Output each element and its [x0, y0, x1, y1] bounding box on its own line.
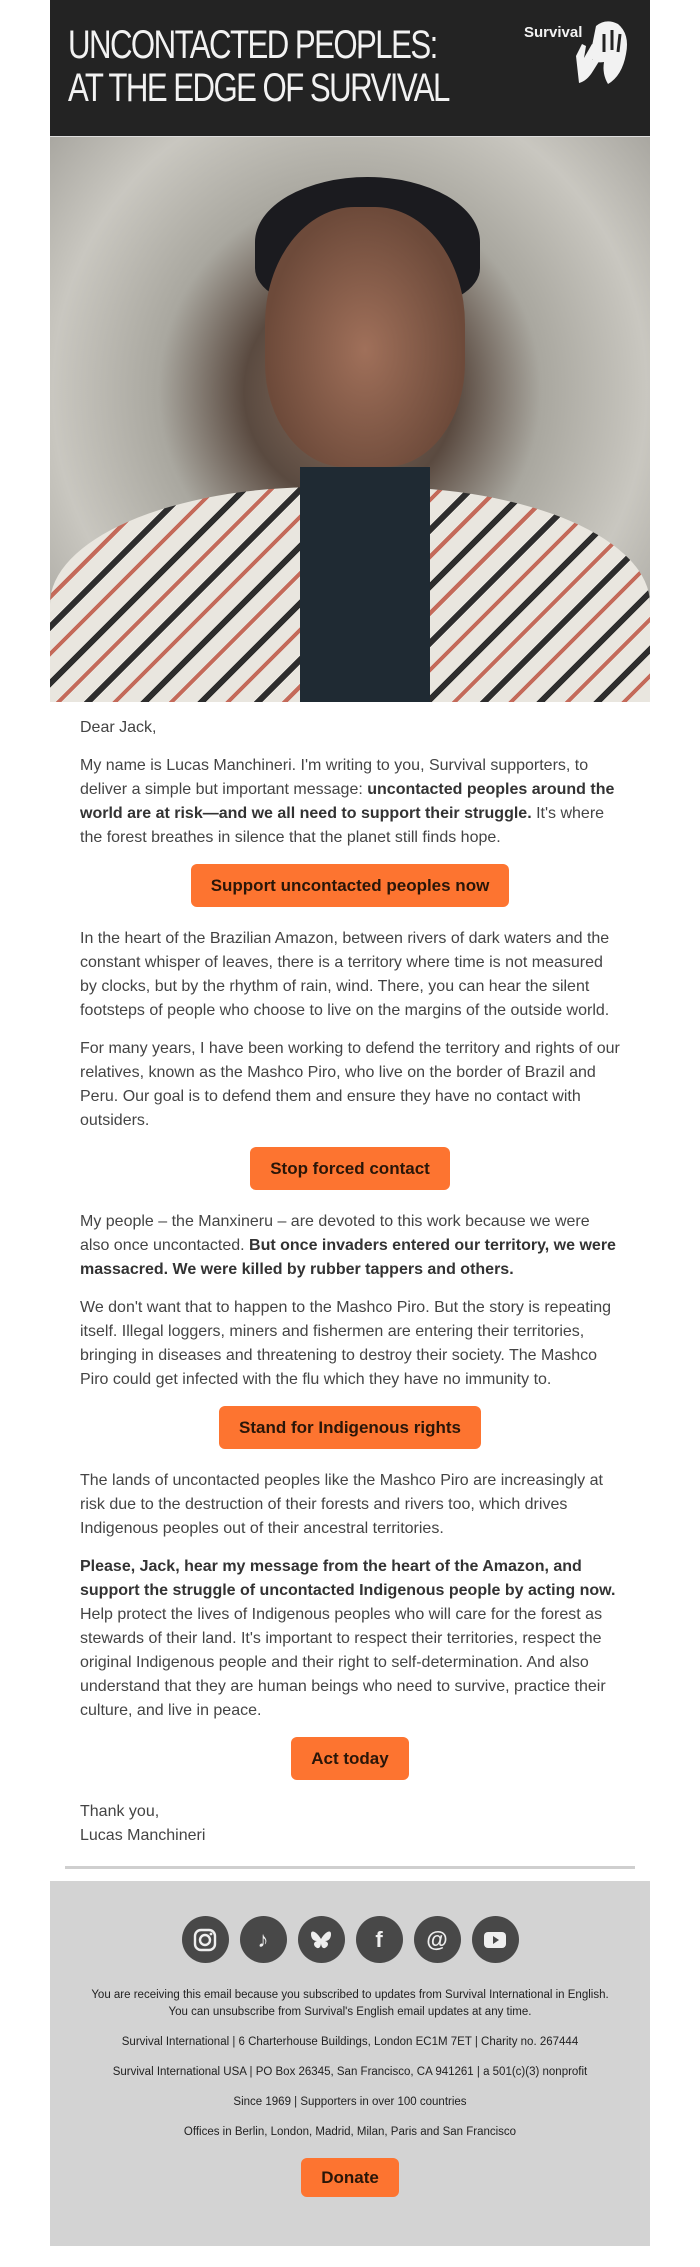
title-line-2: AT THE EDGE OF SURVIVAL [68, 66, 449, 110]
p1-text-end: It's where the forest breathes in silence that the planet still finds hope. [80, 805, 605, 846]
banner-title [68, 24, 449, 110]
paragraph-4 [80, 1210, 620, 1282]
tiktok-icon[interactable]: ♪ [240, 1916, 287, 1963]
signature: Lucas Manchineri [80, 1827, 206, 1844]
paragraph-5: We don't want that to happen to the Mashco Piro. But the story is repeating itself. Illegal loggers, miners and fishermen are entering their territories, bringing in diseases and threatening to destroy their society. The Mashco Piro could get infected with the flu which they have no immunity to. [80, 1299, 612, 1388]
hero-portrait-image [50, 137, 650, 702]
bluesky-icon[interactable] [298, 1916, 345, 1963]
signoff-text: Thank you, [80, 1803, 160, 1820]
p1-text: My name is Lucas Manchineri. I'm writing to you, Survival supporters, to deliver a simple but important message: [80, 757, 589, 798]
hands-icon [524, 16, 634, 90]
p4-text: My people – the Manxineru – are devoted to this work because we were also once uncontacted. [80, 1213, 590, 1254]
p4-bold: But once invaders entered our territory, we were massacred. We were killed by rubber tappers and others. [80, 1237, 616, 1278]
p7-bold: Please, Jack, hear my message from the heart of the Amazon, and support the struggle of uncontacted Indigenous people by acting now. [80, 1558, 616, 1599]
paragraph-3: For many years, I have been working to defend the territory and rights of our relatives, known as the Mashco Piro, who live on the border of Brazil and Peru. Our goal is to defend them and ensure they have no contact with outsiders. [80, 1040, 620, 1129]
paragraph-1 [80, 754, 620, 850]
donate-button[interactable]: Donate [301, 2158, 399, 2197]
social-links [70, 1916, 630, 1963]
instagram-icon[interactable] [182, 1916, 229, 1963]
greeting: Dear Jack, [80, 719, 157, 736]
facebook-icon[interactable]: f [356, 1916, 403, 1963]
letter-body [50, 702, 650, 1848]
address-us: Survival International USA | PO Box 26345, San Francisco, CA 941261 | a 501(c)(3) nonprofit [112, 2066, 588, 2078]
threads-icon[interactable]: @ [414, 1916, 461, 1963]
subscription-notice [70, 1987, 630, 2021]
offices-line: Offices in Berlin, London, Madrid, Milan, Paris and San Francisco [183, 2126, 517, 2138]
email [50, 0, 650, 2246]
youtube-icon[interactable] [472, 1916, 519, 1963]
p1-bold: uncontacted peoples around the world are at risk—and we all need to support their struggle. [80, 781, 615, 822]
unsubscribe-notice[interactable]: You can unsubscribe from Survival's English email updates at any time. [168, 2006, 532, 2018]
header-banner [50, 0, 650, 137]
address-uk: Survival International | 6 Charterhouse Buildings, London EC1M 7ET | Charity no. 267444 [121, 2036, 579, 2048]
support-uncontacted-button[interactable]: Support uncontacted peoples now [191, 864, 510, 907]
act-today-button[interactable]: Act today [291, 1737, 408, 1780]
p7-text: Help protect the lives of Indigenous peoples who will care for the forest as stewards of their land. It's important to respect their territories, respect the original Indigenous people and their right to self-determination. And also understand that they are human beings who need to survive, practice their culture, and live in peace. [80, 1606, 606, 1719]
survival-logo[interactable] [524, 16, 634, 90]
footer [50, 1881, 650, 2246]
divider [65, 1866, 635, 1869]
paragraph-2: In the heart of the Brazilian Amazon, between rivers of dark waters and the constant whisper of leaves, there is a territory where time is not measured by clocks, but by the rhythm of rain, wind. There, you can hear the silent footsteps of people who choose to live on the margins of the outside world. [80, 930, 610, 1019]
notice-line-1: You are receiving this email because you subscribed to updates from Survival International in English. [91, 1989, 609, 2001]
paragraph-7 [80, 1555, 620, 1723]
logo-text: Survival [524, 24, 583, 41]
stop-forced-contact-button[interactable]: Stop forced contact [250, 1147, 450, 1190]
paragraph-6: The lands of uncontacted peoples like the Mashco Piro are increasingly at risk due to the destruction of their forests and rivers too, which drives Indigenous peoples out of their ancestral territories. [80, 1472, 603, 1537]
signoff [80, 1800, 620, 1848]
stand-for-indigenous-rights-button[interactable]: Stand for Indigenous rights [219, 1406, 481, 1449]
title-line-1: UNCONTACTED PEOPLES: [68, 23, 437, 67]
since-line: Since 1969 | Supporters in over 100 countries [233, 2096, 467, 2108]
